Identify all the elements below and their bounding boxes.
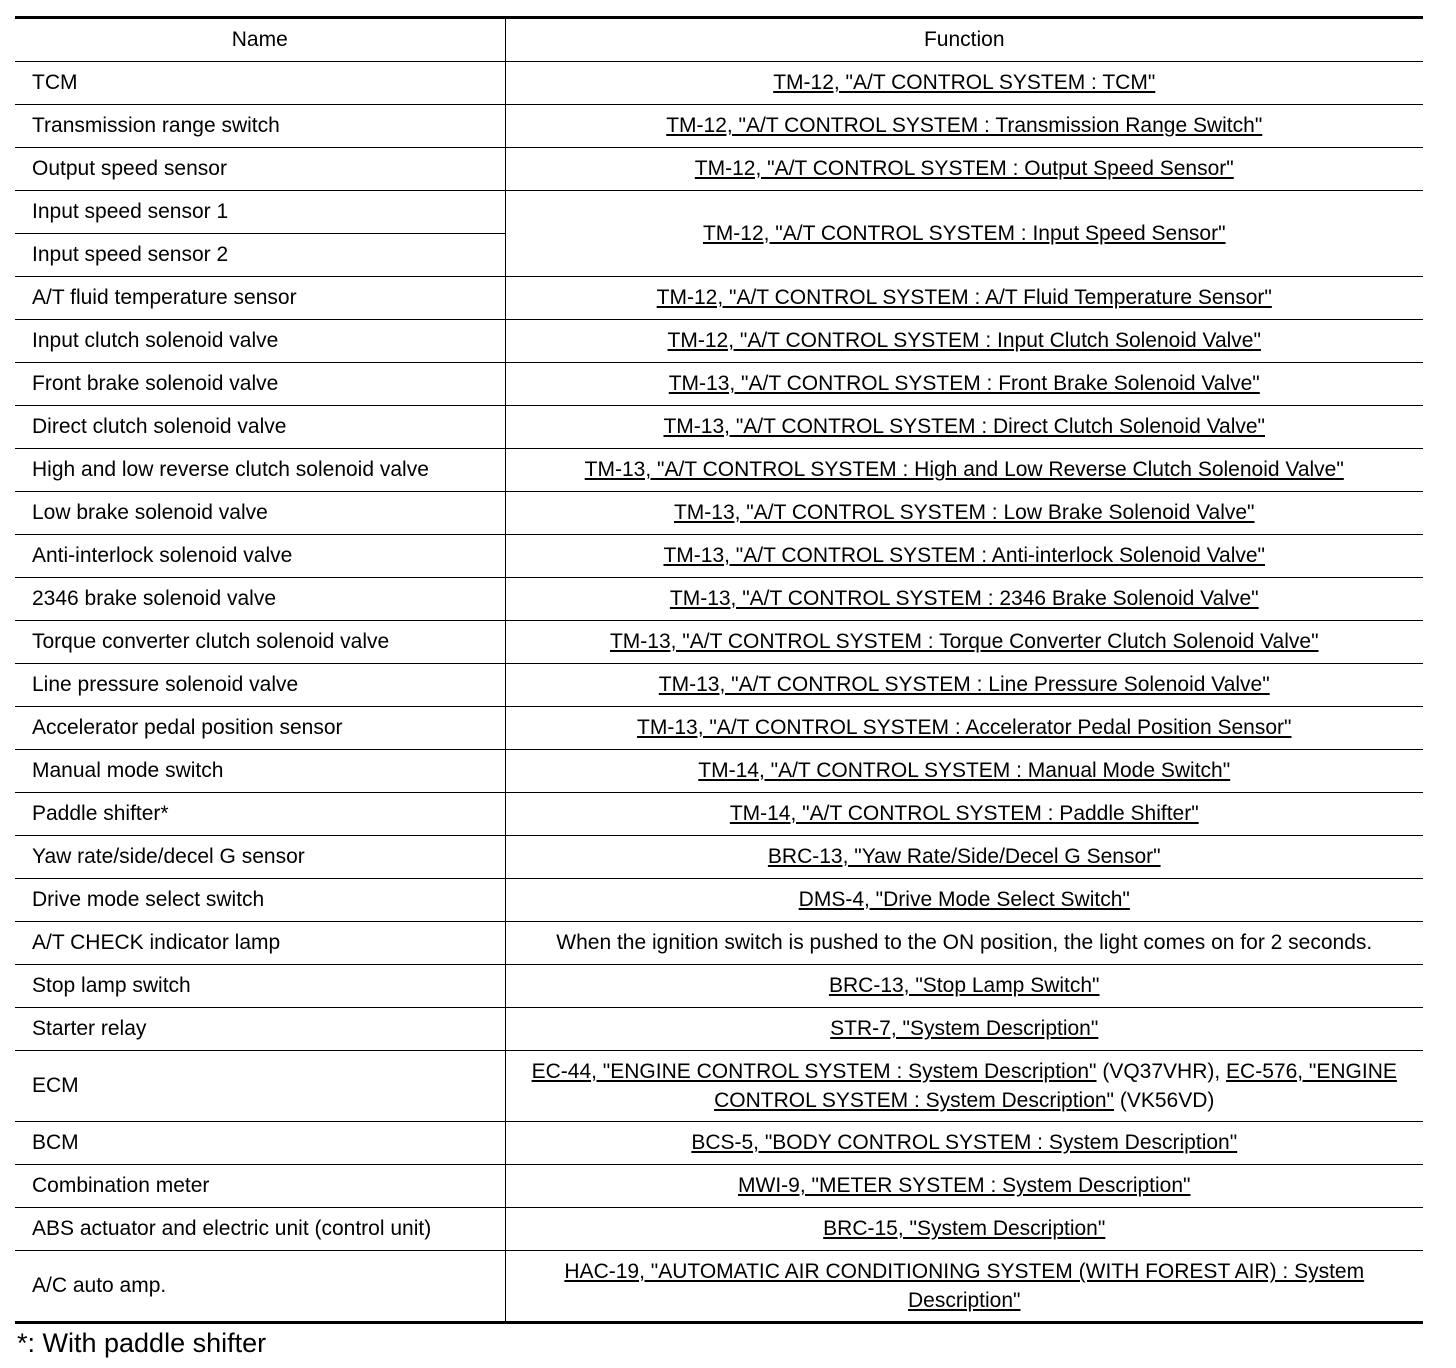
row-function	[505, 535, 1423, 578]
table-row	[15, 1165, 1423, 1208]
reference-link[interactable]: TM-13, "A/T CONTROL SYSTEM : 2346 Brake Solenoid Valve"	[669, 587, 1259, 610]
row-name: Line pressure solenoid valve	[15, 664, 505, 707]
row-name: A/T CHECK indicator lamp	[15, 922, 505, 965]
reference-link[interactable]: STR-7, "System Description"	[830, 1017, 1099, 1040]
row-function	[505, 363, 1423, 406]
reference-link[interactable]: TM-14, "A/T CONTROL SYSTEM : Paddle Shifter"	[729, 802, 1199, 825]
header-row	[15, 18, 1423, 62]
reference-link[interactable]: TM-13, "A/T CONTROL SYSTEM : Line Pressure Solenoid Valve"	[658, 673, 1270, 696]
row-function	[505, 750, 1423, 793]
row-name: Yaw rate/side/decel G sensor	[15, 836, 505, 879]
row-name: Transmission range switch	[15, 105, 505, 148]
row-function	[505, 578, 1423, 621]
row-function	[505, 277, 1423, 320]
row-function	[505, 1051, 1423, 1122]
row-name: Manual mode switch	[15, 750, 505, 793]
header-function: Function	[505, 18, 1423, 62]
reference-link[interactable]: TM-14, "A/T CONTROL SYSTEM : Manual Mode Switch"	[698, 759, 1231, 782]
engine-variant-note: (VQ37VHR),	[1096, 1060, 1227, 1083]
row-name: A/T fluid temperature sensor	[15, 277, 505, 320]
row-name: Torque converter clutch solenoid valve	[15, 621, 505, 664]
row-function	[505, 406, 1423, 449]
component-function-table	[15, 16, 1423, 1324]
reference-link[interactable]: EC-44, "ENGINE CONTROL SYSTEM : System Description"	[531, 1060, 1097, 1083]
reference-link[interactable]: TM-12, "A/T CONTROL SYSTEM : Output Speed Sensor"	[694, 157, 1234, 180]
row-name: Low brake solenoid valve	[15, 492, 505, 535]
table-row	[15, 707, 1423, 750]
reference-link[interactable]: BCS-5, "BODY CONTROL SYSTEM : System Description"	[691, 1131, 1238, 1154]
reference-link[interactable]: EC-576, "ENGINE CONTROL SYSTEM : System Description"	[714, 1060, 1397, 1112]
reference-link[interactable]: TM-13, "A/T CONTROL SYSTEM : Low Brake Solenoid Valve"	[673, 501, 1255, 524]
row-function	[505, 191, 1423, 277]
table-row	[15, 363, 1423, 406]
reference-link[interactable]: TM-13, "A/T CONTROL SYSTEM : High and Low Reverse Clutch Solenoid Valve"	[584, 458, 1344, 481]
row-function	[505, 965, 1423, 1008]
row-name: Input speed sensor 1	[15, 191, 505, 234]
row-name: Stop lamp switch	[15, 965, 505, 1008]
row-function	[505, 148, 1423, 191]
table-row	[15, 1122, 1423, 1165]
reference-link[interactable]: TM-13, "A/T CONTROL SYSTEM : Direct Clutch Solenoid Valve"	[663, 415, 1266, 438]
row-name: Combination meter	[15, 1165, 505, 1208]
table-row	[15, 750, 1423, 793]
table-row	[15, 965, 1423, 1008]
reference-link[interactable]: HAC-19, "AUTOMATIC AIR CONDITIONING SYSTEM (WITH FOREST AIR) : System Description"	[564, 1260, 1365, 1312]
table-row	[15, 1008, 1423, 1051]
reference-link[interactable]: TM-12, "A/T CONTROL SYSTEM : A/T Fluid Temperature Sensor"	[656, 286, 1272, 309]
row-function	[505, 621, 1423, 664]
row-function	[505, 105, 1423, 148]
table-row	[15, 922, 1423, 965]
row-name: ABS actuator and electric unit (control unit)	[15, 1208, 505, 1251]
document-page	[15, 16, 1423, 1359]
table-row	[15, 320, 1423, 363]
table-row	[15, 621, 1423, 664]
row-function-text: When the ignition switch is pushed to the ON position, the light comes on for 2 seconds.	[505, 922, 1423, 965]
table-row	[15, 578, 1423, 621]
row-function	[505, 664, 1423, 707]
reference-link[interactable]: TM-12, "A/T CONTROL SYSTEM : Transmission Range Switch"	[666, 114, 1263, 137]
table-row	[15, 793, 1423, 836]
row-name: Direct clutch solenoid valve	[15, 406, 505, 449]
table-row	[15, 191, 1423, 234]
table-row	[15, 406, 1423, 449]
row-function	[505, 62, 1423, 105]
row-name: 2346 brake solenoid valve	[15, 578, 505, 621]
row-function	[505, 1165, 1423, 1208]
row-name: Accelerator pedal position sensor	[15, 707, 505, 750]
reference-link[interactable]: TM-12, "A/T CONTROL SYSTEM : Input Speed Sensor"	[702, 221, 1226, 245]
reference-link[interactable]: TM-13, "A/T CONTROL SYSTEM : Front Brake Solenoid Valve"	[668, 372, 1260, 395]
reference-link[interactable]: BRC-13, "Stop Lamp Switch"	[828, 974, 1100, 997]
reference-link[interactable]: TM-13, "A/T CONTROL SYSTEM : Anti-interlock Solenoid Valve"	[663, 544, 1266, 567]
reference-link[interactable]: BRC-13, "Yaw Rate/Side/Decel G Sensor"	[767, 845, 1161, 868]
table-row	[15, 836, 1423, 879]
row-function	[505, 1208, 1423, 1251]
reference-link[interactable]: TM-12, "A/T CONTROL SYSTEM : TCM"	[773, 71, 1156, 94]
row-name: High and low reverse clutch solenoid valve	[15, 449, 505, 492]
row-function	[505, 492, 1423, 535]
row-name: Starter relay	[15, 1008, 505, 1051]
table-row	[15, 1051, 1423, 1122]
table-row	[15, 535, 1423, 578]
row-function	[505, 449, 1423, 492]
row-name: Output speed sensor	[15, 148, 505, 191]
reference-link[interactable]: MWI-9, "METER SYSTEM : System Description"	[738, 1174, 1191, 1197]
reference-link[interactable]: DMS-4, "Drive Mode Select Switch"	[798, 888, 1130, 911]
engine-variant-note: (VK56VD)	[1114, 1089, 1215, 1112]
row-function	[505, 707, 1423, 750]
row-name: TCM	[15, 62, 505, 105]
table-row	[15, 105, 1423, 148]
reference-link[interactable]: TM-13, "A/T CONTROL SYSTEM : Torque Converter Clutch Solenoid Valve"	[609, 630, 1319, 653]
header-name: Name	[15, 18, 505, 62]
row-name: Input speed sensor 2	[15, 234, 505, 277]
table-row	[15, 1208, 1423, 1251]
footnote: *: With paddle shifter	[17, 1328, 267, 1358]
row-function	[505, 320, 1423, 363]
row-name: A/C auto amp.	[15, 1251, 505, 1323]
row-name: Drive mode select switch	[15, 879, 505, 922]
row-function	[505, 793, 1423, 836]
table-row	[15, 148, 1423, 191]
row-name: Anti-interlock solenoid valve	[15, 535, 505, 578]
table-row	[15, 62, 1423, 105]
table-row	[15, 449, 1423, 492]
table-row	[15, 879, 1423, 922]
row-name: BCM	[15, 1122, 505, 1165]
table-row	[15, 1251, 1423, 1323]
row-name: ECM	[15, 1051, 505, 1122]
row-function	[505, 1122, 1423, 1165]
row-function	[505, 1008, 1423, 1051]
row-name: Paddle shifter*	[15, 793, 505, 836]
row-function	[505, 1251, 1423, 1323]
table-row	[15, 664, 1423, 707]
reference-link[interactable]: TM-13, "A/T CONTROL SYSTEM : Accelerator Pedal Position Sensor"	[637, 716, 1292, 739]
row-name: Input clutch solenoid valve	[15, 320, 505, 363]
row-function	[505, 879, 1423, 922]
row-function	[505, 836, 1423, 879]
table-row	[15, 277, 1423, 320]
table-row	[15, 492, 1423, 535]
reference-link[interactable]: BRC-15, "System Description"	[823, 1217, 1106, 1240]
reference-link[interactable]: TM-12, "A/T CONTROL SYSTEM : Input Clutch Solenoid Valve"	[667, 329, 1261, 352]
row-name: Front brake solenoid valve	[15, 363, 505, 406]
